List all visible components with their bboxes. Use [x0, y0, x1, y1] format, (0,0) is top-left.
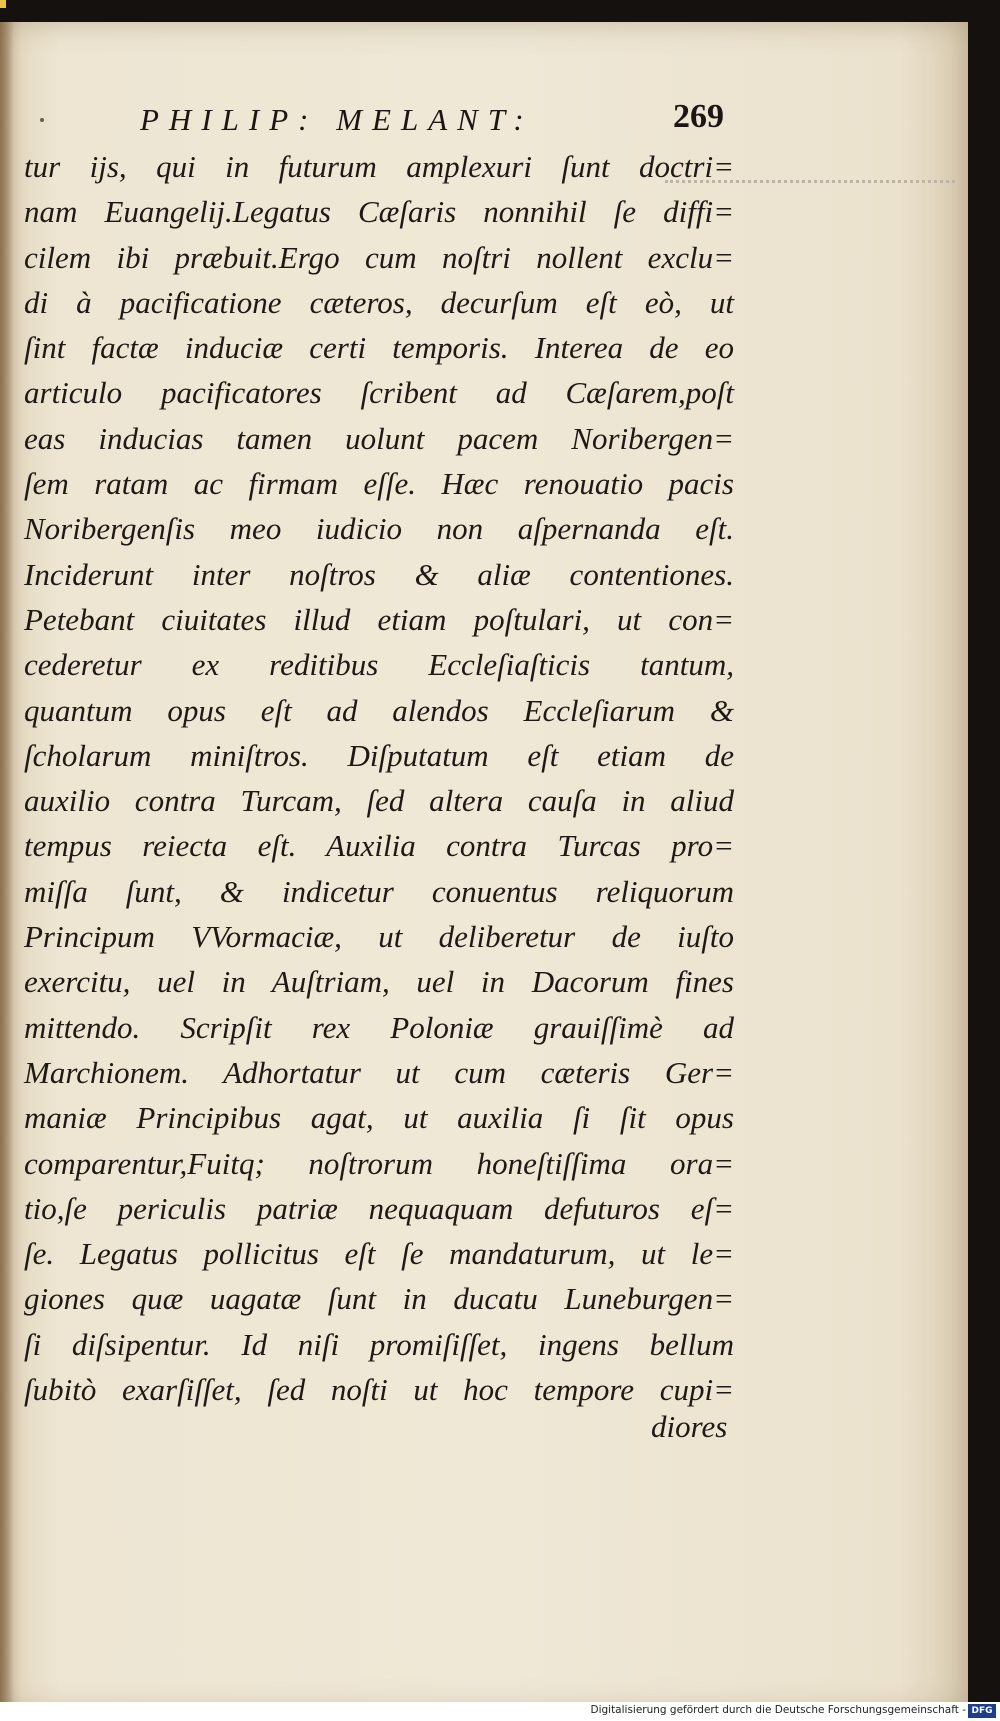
dfg-logo: DFG — [968, 1704, 996, 1718]
running-header — [0, 80, 968, 140]
text-line: quantum opus eſt ad alendos Eccleſiarum & — [24, 692, 734, 728]
text-line: articulo pacificatores ſcribent ad Cæſarem,poſt — [24, 375, 734, 411]
text-line: Noribergenſis meo iudicio non aſpernanda eſt. — [24, 511, 734, 547]
text-line: eas inducias tamen uolunt pacem Noribergen= — [24, 420, 734, 456]
text-line: ſubitò exarſiſſet, ſed noſti ut hoc tempore cupi= — [24, 1372, 734, 1408]
header-dot-mark — [40, 118, 44, 122]
text-line: ſcholarum miniſtros. Diſputatum eſt etiam de — [24, 737, 734, 773]
body-text-block — [24, 144, 734, 1412]
text-line: Petebant ciuitates illud etiam poſtulari, ut con= — [24, 601, 734, 637]
catchword: diores — [651, 1409, 728, 1444]
text-line: Inciderunt inter noſtros & aliæ contentiones. — [24, 556, 734, 592]
running-title: PHILIP: MELANT: — [140, 102, 534, 137]
funding-credit: Digitalisierung gefördert durch die Deutsche Forschungsgemeinschaft - — [590, 1704, 966, 1716]
text-line: auxilio contra Turcam, ſed altera cauſa in aliud — [24, 783, 734, 819]
text-line: di à pacificatione cæteros, decurſum eſt eò, ut — [24, 284, 734, 320]
text-line: maniæ Principibus agat, ut auxilia ſi ſit opus — [24, 1100, 734, 1136]
digitization-footer — [0, 1702, 1000, 1721]
text-line: exercitu, uel in Auſtriam, uel in Dacorum fines — [24, 964, 734, 1000]
text-line: tempus reiecta eſt. Auxilia contra Turcas pro= — [24, 828, 734, 864]
text-line: nam Euangelij.Legatus Cæſaris nonnihil ſe diffi= — [24, 194, 734, 230]
text-line: miſſa ſunt, & indicetur conuentus reliquorum — [24, 873, 734, 909]
page-number: 269 — [673, 98, 724, 135]
text-line: ſem ratam ac firmam eſſe. Hæc renouatio pacis — [24, 466, 734, 502]
text-line: Marchionem. Adhortatur ut cum cæteris Ger= — [24, 1054, 734, 1090]
text-line: Principum VVormaciæ, ut deliberetur de iuſto — [24, 919, 734, 955]
text-line: ſint factæ induciæ certi temporis. Interea de eo — [24, 330, 734, 366]
text-line: cilem ibi præbuit.Ergo cum noſtri nollent exclu= — [24, 239, 734, 275]
text-line: giones quæ uagatæ ſunt in ducatu Luneburgen= — [24, 1281, 734, 1317]
book-page — [0, 22, 968, 1712]
text-line: tio,ſe periculis patriæ nequaquam defuturos eſ= — [24, 1190, 734, 1226]
text-line: mittendo. Scripſit rex Poloniæ grauiſſimè ad — [24, 1009, 734, 1045]
text-line: ſe. Legatus pollicitus eſt ſe mandaturum, ut le= — [24, 1236, 734, 1272]
text-line: ſi diſsipentur. Id niſi promiſiſſet, ingens bellum — [24, 1326, 734, 1362]
text-line: cederetur ex reditibus Eccleſiaſticis tantum, — [24, 647, 734, 683]
text-line: tur ijs, qui in futurum amplexuri ſunt doctri= — [24, 149, 734, 184]
scan-corner-mark — [0, 0, 6, 8]
text-line: comparentur,Fuitq; noſtrorum honeſtiſſima ora= — [24, 1145, 734, 1181]
